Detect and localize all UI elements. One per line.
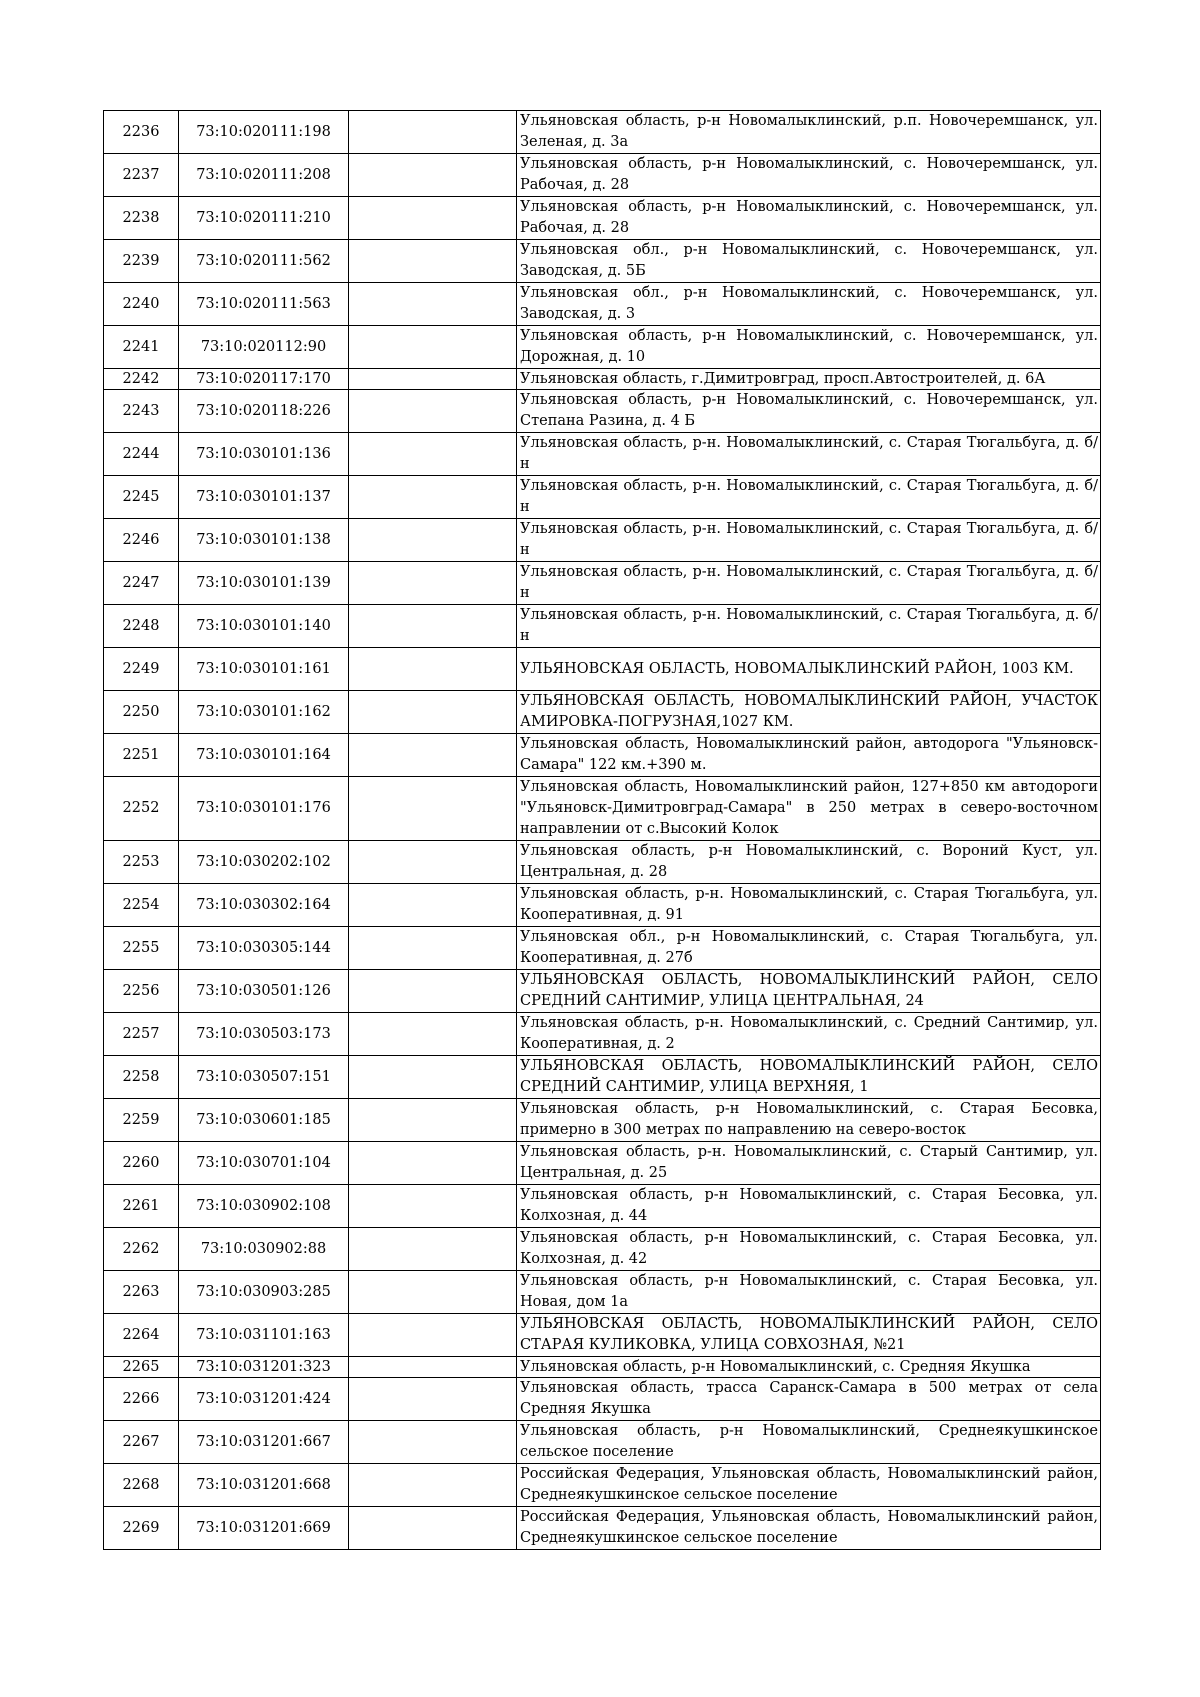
empty-cell <box>349 1464 517 1507</box>
cadastral-number-cell: 73:10:030501:126 <box>179 970 349 1013</box>
cadastral-number-cell: 73:10:030101:161 <box>179 648 349 691</box>
row-number-cell: 2251 <box>104 734 179 777</box>
cadastral-number-cell: 73:10:031201:668 <box>179 1464 349 1507</box>
address-cell: Ульяновская область, р-н. Новомалыклинский, с. Средний Сантимир, ул. Кооперативная, д. 2 <box>517 1013 1101 1056</box>
table-row <box>104 326 1101 369</box>
cadastral-number-cell: 73:10:020111:208 <box>179 154 349 197</box>
empty-cell <box>349 1378 517 1421</box>
row-number-cell: 2241 <box>104 326 179 369</box>
cadastral-number-cell: 73:10:020118:226 <box>179 390 349 433</box>
cadastral-number-cell: 73:10:030101:137 <box>179 476 349 519</box>
table-row <box>104 691 1101 734</box>
address-cell: Ульяновская область, р-н Новомалыклинский, с. Новочеремшанск, ул. Рабочая, д. 28 <box>517 154 1101 197</box>
cadastral-number-cell: 73:10:030101:136 <box>179 433 349 476</box>
cadastral-number-cell: 73:10:030902:88 <box>179 1228 349 1271</box>
row-number-cell: 2254 <box>104 884 179 927</box>
table-row <box>104 1314 1101 1357</box>
table-row <box>104 970 1101 1013</box>
table-row <box>104 777 1101 841</box>
cadastral-number-cell: 73:10:030903:285 <box>179 1271 349 1314</box>
address-cell: Ульяновская область, р-н Новомалыклинский, с. Вороний Куст, ул. Центральная, д. 28 <box>517 841 1101 884</box>
table-row <box>104 154 1101 197</box>
row-number-cell: 2258 <box>104 1056 179 1099</box>
row-number-cell: 2243 <box>104 390 179 433</box>
cadastral-number-cell: 73:10:031201:323 <box>179 1357 349 1378</box>
address-cell: Российская Федерация, Ульяновская область, Новомалыклинский район, Среднеякушкинское сельское поселение <box>517 1464 1101 1507</box>
address-cell: Ульяновская область, р-н. Новомалыклинский, с. Старая Тюгальбуга, д. б/н <box>517 476 1101 519</box>
table-row <box>104 1507 1101 1550</box>
address-cell: Ульяновская область, р-н. Новомалыклинский, с. Старая Тюгальбуга, д. б/н <box>517 433 1101 476</box>
cadastral-number-cell: 73:10:030305:144 <box>179 927 349 970</box>
row-number-cell: 2242 <box>104 369 179 390</box>
empty-cell <box>349 562 517 605</box>
row-number-cell: 2240 <box>104 283 179 326</box>
empty-cell <box>349 111 517 154</box>
cadastral-number-cell: 73:10:030302:164 <box>179 884 349 927</box>
cadastral-number-cell: 73:10:020111:562 <box>179 240 349 283</box>
address-cell: Ульяновская область, р-н. Новомалыклинский, с. Старая Тюгальбуга, д. б/н <box>517 519 1101 562</box>
cadastral-number-cell: 73:10:030101:139 <box>179 562 349 605</box>
row-number-cell: 2236 <box>104 111 179 154</box>
row-number-cell: 2255 <box>104 927 179 970</box>
table-row <box>104 605 1101 648</box>
empty-cell <box>349 283 517 326</box>
address-cell: Ульяновская обл., р-н Новомалыклинский, с. Новочеремшанск, ул. Заводская, д. 3 <box>517 283 1101 326</box>
table-row <box>104 240 1101 283</box>
table-row <box>104 111 1101 154</box>
row-number-cell: 2257 <box>104 1013 179 1056</box>
empty-cell <box>349 369 517 390</box>
address-cell: Ульяновская область, Новомалыклинский район, автодорога "Ульяновск-Самара" 122 км.+390 м. <box>517 734 1101 777</box>
row-number-cell: 2266 <box>104 1378 179 1421</box>
row-number-cell: 2261 <box>104 1185 179 1228</box>
row-number-cell: 2250 <box>104 691 179 734</box>
empty-cell <box>349 1271 517 1314</box>
empty-cell <box>349 884 517 927</box>
row-number-cell: 2246 <box>104 519 179 562</box>
table-row <box>104 1378 1101 1421</box>
address-cell: УЛЬЯНОВСКАЯ ОБЛАСТЬ, НОВОМАЛЫКЛИНСКИЙ РАЙОН, СЕЛО СРЕДНИЙ САНТИМИР, УЛИЦА ЦЕНТРАЛЬНАЯ, 24 <box>517 970 1101 1013</box>
empty-cell <box>349 326 517 369</box>
empty-cell <box>349 605 517 648</box>
row-number-cell: 2244 <box>104 433 179 476</box>
cadastral-number-cell: 73:10:030701:104 <box>179 1142 349 1185</box>
empty-cell <box>349 1507 517 1550</box>
row-number-cell: 2269 <box>104 1507 179 1550</box>
table-row <box>104 433 1101 476</box>
address-cell: Ульяновская область, р-н Новомалыклинский, с. Старая Бесовка, ул. Колхозная, д. 44 <box>517 1185 1101 1228</box>
address-cell: Ульяновская область, р-н Новомалыклинский, с. Старая Бесовка, ул. Колхозная, д. 42 <box>517 1228 1101 1271</box>
table-row <box>104 1421 1101 1464</box>
table-row <box>104 648 1101 691</box>
address-cell: Российская Федерация, Ульяновская область, Новомалыклинский район, Среднеякушкинское сельское поселение <box>517 1507 1101 1550</box>
registry-table-body <box>104 111 1101 1550</box>
table-row <box>104 1099 1101 1142</box>
table-row <box>104 1013 1101 1056</box>
address-cell: Ульяновская область, р-н Новомалыклинский, с. Средняя Якушка <box>517 1357 1101 1378</box>
table-row <box>104 1056 1101 1099</box>
empty-cell <box>349 777 517 841</box>
table-row <box>104 562 1101 605</box>
empty-cell <box>349 927 517 970</box>
empty-cell <box>349 433 517 476</box>
table-row <box>104 1228 1101 1271</box>
address-cell: Ульяновская область, р-н Новомалыклинский, с. Новочеремшанск, ул. Рабочая, д. 28 <box>517 197 1101 240</box>
row-number-cell: 2245 <box>104 476 179 519</box>
row-number-cell: 2267 <box>104 1421 179 1464</box>
row-number-cell: 2262 <box>104 1228 179 1271</box>
empty-cell <box>349 648 517 691</box>
table-row <box>104 197 1101 240</box>
cadastral-number-cell: 73:10:030101:138 <box>179 519 349 562</box>
address-cell: УЛЬЯНОВСКАЯ ОБЛАСТЬ, НОВОМАЛЫКЛИНСКИЙ РАЙОН, УЧАСТОК АМИРОВКА-ПОГРУЗНАЯ,1027 КМ. <box>517 691 1101 734</box>
cadastral-number-cell: 73:10:030902:108 <box>179 1185 349 1228</box>
table-row <box>104 1357 1101 1378</box>
cadastral-number-cell: 73:10:020117:170 <box>179 369 349 390</box>
address-cell: Ульяновская область, р-н. Новомалыклинский, с. Старая Тюгальбуга, д. б/н <box>517 605 1101 648</box>
empty-cell <box>349 390 517 433</box>
table-row <box>104 519 1101 562</box>
address-cell: Ульяновская область, р-н Новомалыклинский, с. Старая Бесовка, примерно в 300 метрах по направлению на северо-восток <box>517 1099 1101 1142</box>
row-number-cell: 2264 <box>104 1314 179 1357</box>
address-cell: Ульяновская область, р-н Новомалыклинский, с. Новочеремшанск, ул. Степана Разина, д. 4 Б <box>517 390 1101 433</box>
row-number-cell: 2265 <box>104 1357 179 1378</box>
row-number-cell: 2252 <box>104 777 179 841</box>
cadastral-number-cell: 73:10:030101:176 <box>179 777 349 841</box>
address-cell: Ульяновская область, р-н. Новомалыклинский, с. Старая Тюгальбуга, ул. Кооперативная, д. 91 <box>517 884 1101 927</box>
table-row <box>104 927 1101 970</box>
empty-cell <box>349 154 517 197</box>
table-row <box>104 1271 1101 1314</box>
address-cell: УЛЬЯНОВСКАЯ ОБЛАСТЬ, НОВОМАЛЫКЛИНСКИЙ РАЙОН, СЕЛО СТАРАЯ КУЛИКОВКА, УЛИЦА СОВХОЗНАЯ, №21 <box>517 1314 1101 1357</box>
address-cell: Ульяновская область, р-н. Новомалыклинский, с. Старый Сантимир, ул. Центральная, д. 25 <box>517 1142 1101 1185</box>
cadastral-number-cell: 73:10:031201:669 <box>179 1507 349 1550</box>
cadastral-number-cell: 73:10:030101:140 <box>179 605 349 648</box>
address-cell: Ульяновская область, Новомалыклинский район, 127+850 км автодороги "Ульяновск-Димитровград-Самара" в 250 метрах в северо-восточном направлении от с.Высокий Колок <box>517 777 1101 841</box>
row-number-cell: 2248 <box>104 605 179 648</box>
address-cell: УЛЬЯНОВСКАЯ ОБЛАСТЬ, НОВОМАЛЫКЛИНСКИЙ РАЙОН, СЕЛО СРЕДНИЙ САНТИМИР, УЛИЦА ВЕРХНЯЯ, 1 <box>517 1056 1101 1099</box>
empty-cell <box>349 1228 517 1271</box>
cadastral-number-cell: 73:10:030101:164 <box>179 734 349 777</box>
empty-cell <box>349 1056 517 1099</box>
empty-cell <box>349 1185 517 1228</box>
address-cell: Ульяновская область, г.Димитровград, просп.Автостроителей, д. 6А <box>517 369 1101 390</box>
cadastral-number-cell: 73:10:020112:90 <box>179 326 349 369</box>
row-number-cell: 2260 <box>104 1142 179 1185</box>
registry-table <box>103 110 1101 1550</box>
table-row <box>104 1142 1101 1185</box>
row-number-cell: 2253 <box>104 841 179 884</box>
address-cell: УЛЬЯНОВСКАЯ ОБЛАСТЬ, НОВОМАЛЫКЛИНСКИЙ РАЙОН, 1003 КМ. <box>517 648 1101 691</box>
address-cell: Ульяновская область, р-н Новомалыклинский, Среднеякушкинское сельское поселение <box>517 1421 1101 1464</box>
row-number-cell: 2247 <box>104 562 179 605</box>
cadastral-number-cell: 73:10:030202:102 <box>179 841 349 884</box>
cadastral-number-cell: 73:10:031201:667 <box>179 1421 349 1464</box>
address-cell: Ульяновская область, р-н Новомалыклинский, с. Старая Бесовка, ул. Новая, дом 1а <box>517 1271 1101 1314</box>
cadastral-number-cell: 73:10:030601:185 <box>179 1099 349 1142</box>
empty-cell <box>349 1357 517 1378</box>
table-row <box>104 476 1101 519</box>
cadastral-number-cell: 73:10:020111:563 <box>179 283 349 326</box>
cadastral-number-cell: 73:10:030507:151 <box>179 1056 349 1099</box>
table-row <box>104 1185 1101 1228</box>
empty-cell <box>349 734 517 777</box>
empty-cell <box>349 970 517 1013</box>
address-cell: Ульяновская область, р-н Новомалыклинский, с. Новочеремшанск, ул. Дорожная, д. 10 <box>517 326 1101 369</box>
row-number-cell: 2259 <box>104 1099 179 1142</box>
table-row <box>104 734 1101 777</box>
empty-cell <box>349 240 517 283</box>
address-cell: Ульяновская область, трасса Саранск-Самара в 500 метрах от села Средняя Якушка <box>517 1378 1101 1421</box>
table-row <box>104 1464 1101 1507</box>
row-number-cell: 2237 <box>104 154 179 197</box>
empty-cell <box>349 519 517 562</box>
table-row <box>104 884 1101 927</box>
table-row <box>104 369 1101 390</box>
row-number-cell: 2239 <box>104 240 179 283</box>
cadastral-number-cell: 73:10:031101:163 <box>179 1314 349 1357</box>
cadastral-number-cell: 73:10:020111:210 <box>179 197 349 240</box>
table-row <box>104 283 1101 326</box>
table-row <box>104 841 1101 884</box>
empty-cell <box>349 691 517 734</box>
address-cell: Ульяновская обл., р-н Новомалыклинский, с. Новочеремшанск, ул. Заводская, д. 5Б <box>517 240 1101 283</box>
address-cell: Ульяновская обл., р-н Новомалыклинский, с. Старая Тюгальбуга, ул. Кооперативная, д. 27б <box>517 927 1101 970</box>
row-number-cell: 2263 <box>104 1271 179 1314</box>
empty-cell <box>349 1099 517 1142</box>
address-cell: Ульяновская область, р-н. Новомалыклинский, с. Старая Тюгальбуга, д. б/н <box>517 562 1101 605</box>
empty-cell <box>349 1013 517 1056</box>
table-row <box>104 390 1101 433</box>
empty-cell <box>349 841 517 884</box>
empty-cell <box>349 476 517 519</box>
empty-cell <box>349 197 517 240</box>
cadastral-number-cell: 73:10:031201:424 <box>179 1378 349 1421</box>
address-cell: Ульяновская область, р-н Новомалыклинский, р.п. Новочеремшанск, ул. Зеленая, д. 3а <box>517 111 1101 154</box>
row-number-cell: 2249 <box>104 648 179 691</box>
row-number-cell: 2238 <box>104 197 179 240</box>
row-number-cell: 2256 <box>104 970 179 1013</box>
cadastral-number-cell: 73:10:020111:198 <box>179 111 349 154</box>
cadastral-number-cell: 73:10:030503:173 <box>179 1013 349 1056</box>
empty-cell <box>349 1421 517 1464</box>
empty-cell <box>349 1142 517 1185</box>
cadastral-number-cell: 73:10:030101:162 <box>179 691 349 734</box>
empty-cell <box>349 1314 517 1357</box>
row-number-cell: 2268 <box>104 1464 179 1507</box>
